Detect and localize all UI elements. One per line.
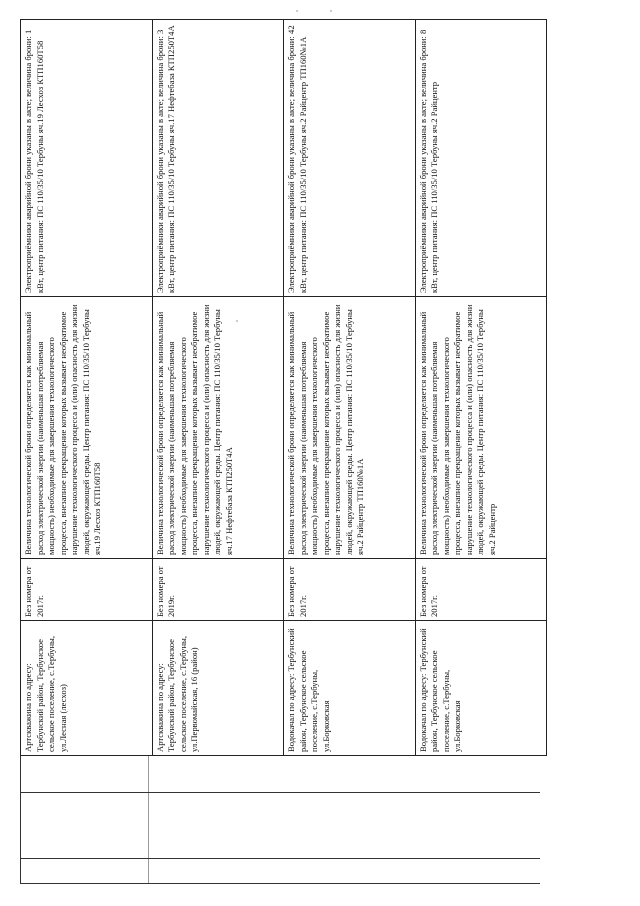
info-cell: Электроприёмники аварийной брони указаны в акте; величина брони: 8 кВт, центр питания: ПС 110/35/10 Тербуны яч.2 Райцентр — [415, 20, 547, 297]
table-row — [21, 20, 153, 756]
doc-number-cell: Без номера от 2017г. — [21, 559, 153, 621]
address-cell: Артскважина по адресу: Тербунский район, Тербунское сельское поселение, с.Тербуны, ул.Лесная (лесхоз) — [21, 621, 153, 756]
rotated-table-container — [20, 20, 547, 756]
table-row — [152, 20, 284, 756]
description-cell: Величина технологической брони определяется как минимальный расход электрической энергии (наименьшая потребляемая мощность) необходимые для завершения технологического процесса, внезапное прекращение которых вызывает необратимое нарушение технологического процесса и (или) опасность для жизни людей, окружающей среды. Центр питания: ПС 110/35/10 Тербуны яч.17 Нефтебаза КТП250Т4А — [152, 297, 284, 559]
address-cell: Артскважина по адресу: Тербунский район, Тербунское сельское поселение, с.Тербуны, ул.Первомайская, 16 (район) — [152, 621, 284, 756]
doc-number-cell: Без номера от 2017г. — [415, 559, 547, 621]
table-row — [415, 20, 547, 756]
scan-speck — [296, 10, 298, 12]
info-cell: Электроприёмники аварийной брони указаны в акте; величина брони: 3 кВт, центр питания: ПС 110/35/10 Тербуны яч.17 Нефтебаза КТП250Т4А — [152, 20, 284, 297]
scan-speck — [236, 320, 238, 322]
description-cell: Величина технологической брони определяется как минимальный расход электрической энергии (наименьшая потребляемая мощность) необходимые для завершения технологического процесса, внезапное прекращение которых вызывает необратимое нарушение технологического процесса и (или) опасность для жизни людей, окружающей среды. Центр питания: ПС 110/35/10 Тербуны яч.19 Лесхоз КТП160Т58 — [21, 297, 153, 559]
bottom-rule-1 — [20, 792, 540, 793]
bottom-rule-2 — [20, 858, 540, 859]
table-row — [284, 20, 416, 756]
address-cell: Водокачал по адресу: Тербунский район, Тербунское сельское поселение, с.Тербуны, ул.Борковская — [284, 621, 416, 756]
inner-rule — [148, 756, 149, 884]
left-rule — [20, 756, 21, 884]
info-cell: Электроприёмники аварийной брони указаны в акте; величина брони: 42 кВт, центр питания: ПС 110/35/10 Тербуны яч.2 Райцентр ТП160№1А — [284, 20, 416, 297]
bottom-rule-3 — [20, 883, 540, 884]
scan-speck — [330, 10, 332, 12]
reservation-table — [20, 19, 547, 756]
doc-number-cell: Без номера от 2017г. — [284, 559, 416, 621]
doc-number-cell: Без номера от 2019г. — [152, 559, 284, 621]
info-cell: Электроприёмники аварийной брони указаны в акте; величина брони: 1 кВт, центр питания: ПС 110/35/10 Тербуны яч.19 Лесхоз КТП160Т58 — [21, 20, 153, 297]
description-cell: Величина технологической брони определяется как минимальный расход электрической энергии (наименьшая потребляемая мощность) необходимые для завершения технологического процесса, внезапное прекращение которых вызывает необратимое нарушение технологического процесса и (или) опасность для жизни людей, окружающей среды. Центр питания: ПС 110/35/10 Тербуны яч.2 Райцентр ТП160№1А — [284, 297, 416, 559]
description-cell: Величина технологической брони определяется как минимальный расход электрической энергии (наименьшая потребляемая мощность) необходимые для завершения технологического процесса, внезапное прекращение которых вызывает необратимое нарушение технологического процесса и (или) опасность для жизни людей, окружающей среды. Центр питания: ПС 110/35/10 Тербуны яч.2 Райцентр — [415, 297, 547, 559]
rotated-table-area — [20, 20, 547, 756]
address-cell: Водокачал по адресу: Тербунский район, Тербунское сельское поселение, с.Тербуны, ул.Борковская — [415, 621, 547, 756]
